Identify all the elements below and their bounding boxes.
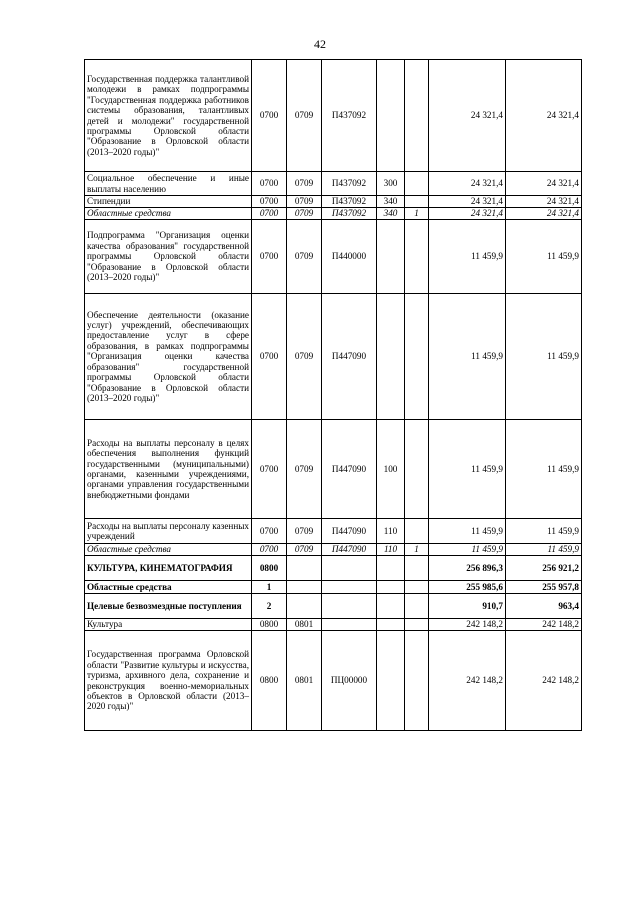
item-name-cell: Стипендии [85,196,252,208]
section-code-cell: 0700 [252,420,287,519]
expense-type-cell: 300 [377,172,405,196]
section-code-cell: 0700 [252,220,287,294]
target-article-cell: П440000 [322,220,377,294]
amount-year2-cell: 24 321,4 [506,208,582,220]
funding-source-cell [405,420,429,519]
subsection-code-cell [287,594,322,619]
expense-type-cell [377,60,405,172]
target-article-cell: П437092 [322,172,377,196]
subsection-code-cell [287,581,322,594]
expense-type-cell: 340 [377,196,405,208]
amount-year2-cell: 242 148,2 [506,631,582,731]
amount-year1-cell: 242 148,2 [429,619,506,631]
expense-type-cell [377,594,405,619]
item-name-cell: Областные средства [85,581,252,594]
item-name-cell: Государственная программа Орловской области "Развитие культуры и искусства, туризма, архивного дела, сохранение и реконструкция военно-мемориальных объектов в Орловской области (2013–2020 годы)" [85,631,252,731]
funding-source-cell [405,294,429,420]
table-row [85,172,582,196]
target-article-cell [322,594,377,619]
funding-source-cell [405,172,429,196]
subsection-code-cell: 0709 [287,544,322,556]
amount-year1-cell: 11 459,9 [429,544,506,556]
item-name-cell: Областные средства [85,544,252,556]
amount-year1-cell: 24 321,4 [429,208,506,220]
table-row [85,420,582,519]
item-name-cell: Подпрограмма "Организация оценки качества образования" государственной программы Орловской области "Образование в Орловской области (2013–2020 годы)" [85,220,252,294]
item-name-cell: Расходы на выплаты персоналу в целях обеспечения выполнения функций государственными (муниципальными) органами, казенными учреждениями, органами управления государственными внебюджетными фондами [85,420,252,519]
target-article-cell: П447090 [322,544,377,556]
funding-source-cell [405,594,429,619]
amount-year2-cell: 11 459,9 [506,519,582,544]
subsection-code-cell: 0709 [287,208,322,220]
budget-table-body [85,60,582,731]
budget-table [84,59,582,731]
target-article-cell: П437092 [322,208,377,220]
amount-year1-cell: 11 459,9 [429,294,506,420]
expense-type-cell [377,294,405,420]
funding-source-cell: 1 [405,208,429,220]
section-code-cell: 0800 [252,631,287,731]
target-article-cell [322,556,377,581]
target-article-cell [322,581,377,594]
amount-year2-cell: 11 459,9 [506,420,582,519]
amount-year2-cell: 24 321,4 [506,172,582,196]
amount-year1-cell: 255 985,6 [429,581,506,594]
section-code-cell: 0700 [252,208,287,220]
amount-year1-cell: 11 459,9 [429,420,506,519]
item-name-cell: Культура [85,619,252,631]
subsection-code-cell: 0709 [287,220,322,294]
subsection-code-cell: 0801 [287,631,322,731]
funding-source-cell [405,60,429,172]
item-name-cell: КУЛЬТУРА, КИНЕМАТОГРАФИЯ [85,556,252,581]
funding-source-cell: 1 [405,544,429,556]
target-article-cell: П437092 [322,60,377,172]
target-article-cell [322,619,377,631]
subsection-code-cell: 0709 [287,60,322,172]
amount-year1-cell: 24 321,4 [429,172,506,196]
funding-source-cell [405,581,429,594]
expense-type-cell: 110 [377,544,405,556]
amount-year2-cell: 11 459,9 [506,294,582,420]
table-row [85,631,582,731]
subsection-code-cell: 0709 [287,420,322,519]
expense-type-cell [377,619,405,631]
section-code-cell: 0700 [252,172,287,196]
table-row [85,594,582,619]
table-row [85,581,582,594]
section-code-cell: 0700 [252,519,287,544]
target-article-cell: П437092 [322,196,377,208]
target-article-cell: П447090 [322,519,377,544]
table-row [85,519,582,544]
expense-type-cell [377,220,405,294]
subsection-code-cell: 0709 [287,294,322,420]
amount-year2-cell: 242 148,2 [506,619,582,631]
funding-source-cell [405,619,429,631]
amount-year1-cell: 11 459,9 [429,519,506,544]
section-code-cell: 0700 [252,60,287,172]
item-name-cell: Областные средства [85,208,252,220]
page-number: 42 [314,37,326,51]
section-code-cell: 0800 [252,619,287,631]
item-name-cell: Социальное обеспечение и иные выплаты населению [85,172,252,196]
subsection-code-cell: 0801 [287,619,322,631]
section-code-cell: 0700 [252,544,287,556]
target-article-cell: ПЦ00000 [322,631,377,731]
subsection-code-cell [287,556,322,581]
table-row [85,208,582,220]
table-row [85,544,582,556]
funding-source-cell [405,556,429,581]
target-article-cell: П447090 [322,294,377,420]
amount-year1-cell: 242 148,2 [429,631,506,731]
item-name-cell: Обеспечение деятельности (оказание услуг) учреждений, обеспечивающих предоставление услуг в сфере образования, в рамках подпрограммы "Организация оценки качества образования" государственной программы Орловской области "Образование в Орловской области (2013–2020 годы)" [85,294,252,420]
amount-year2-cell: 11 459,9 [506,220,582,294]
funding-source-cell [405,220,429,294]
amount-year1-cell: 256 896,3 [429,556,506,581]
expense-type-cell [377,581,405,594]
table-row [85,294,582,420]
amount-year2-cell: 963,4 [506,594,582,619]
section-code-cell: 0700 [252,294,287,420]
expense-type-cell [377,556,405,581]
item-name-cell: Целевые безвозмездные поступления [85,594,252,619]
amount-year1-cell: 24 321,4 [429,196,506,208]
section-code-cell: 1 [252,581,287,594]
amount-year2-cell: 256 921,2 [506,556,582,581]
table-row [85,60,582,172]
amount-year2-cell: 11 459,9 [506,544,582,556]
item-name-cell: Расходы на выплаты персоналу казенных учреждений [85,519,252,544]
section-code-cell: 2 [252,594,287,619]
expense-type-cell: 110 [377,519,405,544]
subsection-code-cell: 0709 [287,196,322,208]
funding-source-cell [405,519,429,544]
expense-type-cell: 340 [377,208,405,220]
expense-type-cell [377,631,405,731]
amount-year1-cell: 910,7 [429,594,506,619]
funding-source-cell [405,631,429,731]
table-row [85,196,582,208]
amount-year1-cell: 11 459,9 [429,220,506,294]
subsection-code-cell: 0709 [287,172,322,196]
section-code-cell: 0800 [252,556,287,581]
table-row [85,619,582,631]
amount-year2-cell: 24 321,4 [506,196,582,208]
amount-year2-cell: 255 957,8 [506,581,582,594]
target-article-cell: П447090 [322,420,377,519]
table-row [85,220,582,294]
expense-type-cell: 100 [377,420,405,519]
table-row [85,556,582,581]
subsection-code-cell: 0709 [287,519,322,544]
item-name-cell: Государственная поддержка талантливой молодежи в рамках подпрограммы "Государственная поддержка работников системы образования, талантливых детей и молодежи" государственной программы Орловской области "Образование в Орловской области (2013–2020 годы)" [85,60,252,172]
amount-year2-cell: 24 321,4 [506,60,582,172]
amount-year1-cell: 24 321,4 [429,60,506,172]
funding-source-cell [405,196,429,208]
section-code-cell: 0700 [252,196,287,208]
